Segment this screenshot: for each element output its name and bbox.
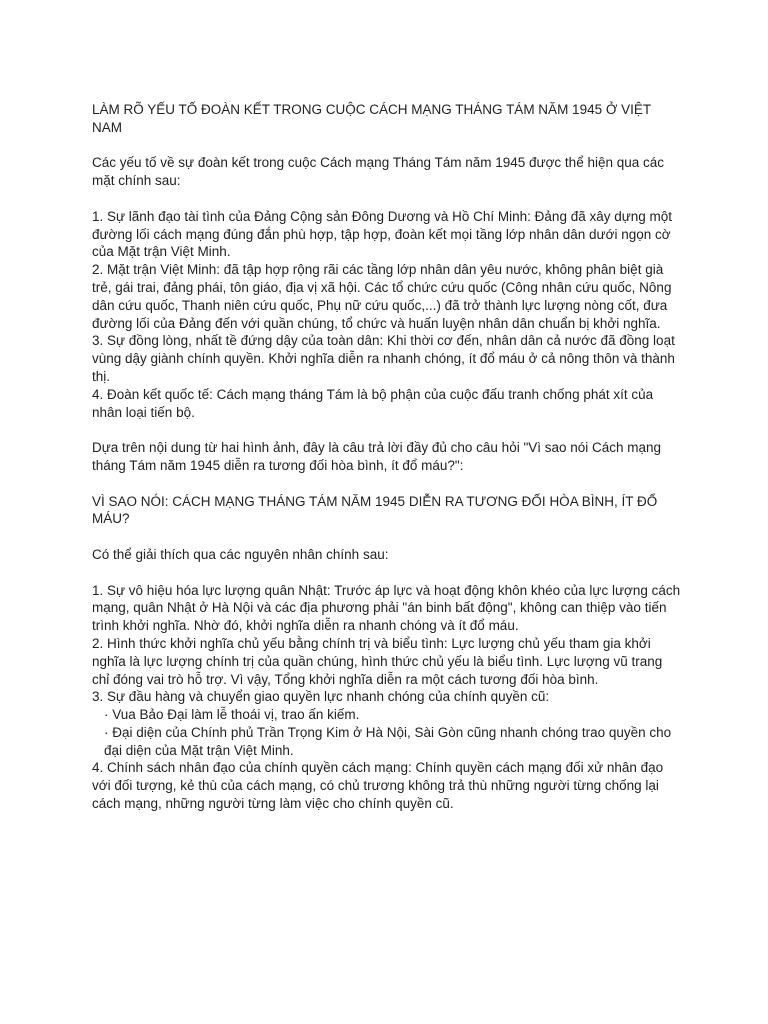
reason-item: 1. Sự vô hiệu hóa lực lượng quân Nhật: Trước áp lực và hoạt động khôn khéo của lực lượng cách mạng, quân Nhật ở Hà Nội và các địa phương phải "án binh bất động", không can thiệp vào tiến trình khởi nghĩa. Nhờ đó, khởi nghĩa diễn ra nhanh chóng và ít đổ máu. [92,582,681,634]
document-body [92,101,682,813]
factor-item: 4. Đoàn kết quốc tế: Cách mạng tháng Tám là bộ phận của cuộc đấu tranh chống phát xít của nhân loại tiến bộ. [92,386,654,420]
intro-paragraph: Các yếu tố về sự đoàn kết trong cuộc Cách mạng Tháng Tám năm 1945 được thể hiện qua các mặt chính sau: [92,155,665,189]
reason-subitem: · Vua Bảo Đại làm lễ thoái vị, trao ấn kiếm. [104,707,360,723]
transition-paragraph: Dựa trên nội dung từ hai hình ảnh, đây là câu trả lời đầy đủ cho câu hỏi "Vì sao nói Cách mạng tháng Tám năm 1945 diễn ra tương đối hòa bình, ít đổ máu?": [92,440,662,473]
factor-item: 1. Sự lãnh đạo tài tình của Đảng Cộng sản Đông Dương và Hồ Chí Minh: Đảng đã xây dựng một đường lối cách mạng đúng đắn phù hợp, tập hợp, đoàn kết mọi tầng lớp nhân dân dưới ngọn cờ của Mặt trận Việt Minh. [92,208,673,260]
factor-item: 2. Mặt trận Việt Minh: đã tập hợp rộng rãi các tầng lớp nhân dân yêu nước, không phân biệt già trẻ, gái trai, đảng phái, tôn giáo, địa vị xã hội. Các tổ chức cứu quốc (Công nhân cứu quốc, Nông dân cứu quốc, Thanh niên cứu quốc, Phụ nữ cứu quốc,...) đã trở thành lực lượng nòng cốt, đưa đường lối của Đảng đến với quần chúng, tổ chức và huấn luyện nhân dân chuẩn bị khởi nghĩa. [92,262,672,331]
section-heading: VÌ SAO NÓI: CÁCH MẠNG THÁNG TÁM NĂM 1945 DIỄN RA TƯƠNG ĐỐI HÒA BÌNH, ÍT ĐỔ MÁU? [92,493,658,527]
paragraph-spacer [92,528,682,546]
paragraph-spacer [92,190,682,208]
paragraph-spacer [92,564,682,582]
paragraph-spacer [92,475,682,493]
paragraph-spacer [92,421,682,439]
paragraph-spacer [92,137,682,155]
reason-item: 2. Hình thức khởi nghĩa chủ yếu bằng chính trị và biểu tình: Lực lượng chủ yếu tham gia khởi nghĩa là lực lượng chính trị của quần chúng, hình thức chủ yếu là biểu tình. Lực lượng vũ trang chỉ đóng vai trò hỗ trợ. Vì vậy, Tổng khởi nghĩa diễn ra một cách tương đối hòa bình. [92,635,663,687]
reasons-intro: Có thể giải thích qua các nguyên nhân chính sau: [92,546,389,562]
reason-item: 4. Chính sách nhân đạo của chính quyền cách mạng: Chính quyền cách mạng đối xử nhân đạo với đối tượng, kẻ thù của cách mạng, có chủ trương không trả thù những người từng chống lại cách mạng, những người từng làm việc cho chính quyền cũ. [92,760,664,812]
document-title: LÀM RÕ YẾU TỐ ĐOÀN KẾT TRONG CUỘC CÁCH MẠNG THÁNG TÁM NĂM 1945 Ở VIỆT NAM [92,102,651,135]
reason-item: 3. Sự đầu hàng và chuyển giao quyền lực nhanh chóng của chính quyền cũ: [92,689,550,705]
reason-subitem: · Đại diện của Chính phủ Trần Trọng Kim ở Hà Nội, Sài Gòn cũng nhanh chóng trao quyền cho đại diện của Mặt trận Việt Minh. [104,724,672,758]
factor-item: 3. Sự đồng lòng, nhất tề đứng dậy của toàn dân: Khi thời cơ đến, nhân dân cả nước đã đồng loạt vùng dậy giành chính quyền. Khởi nghĩa diễn ra nhanh chóng, ít đổ máu ở cả nông thôn và thành thị. [92,333,675,384]
